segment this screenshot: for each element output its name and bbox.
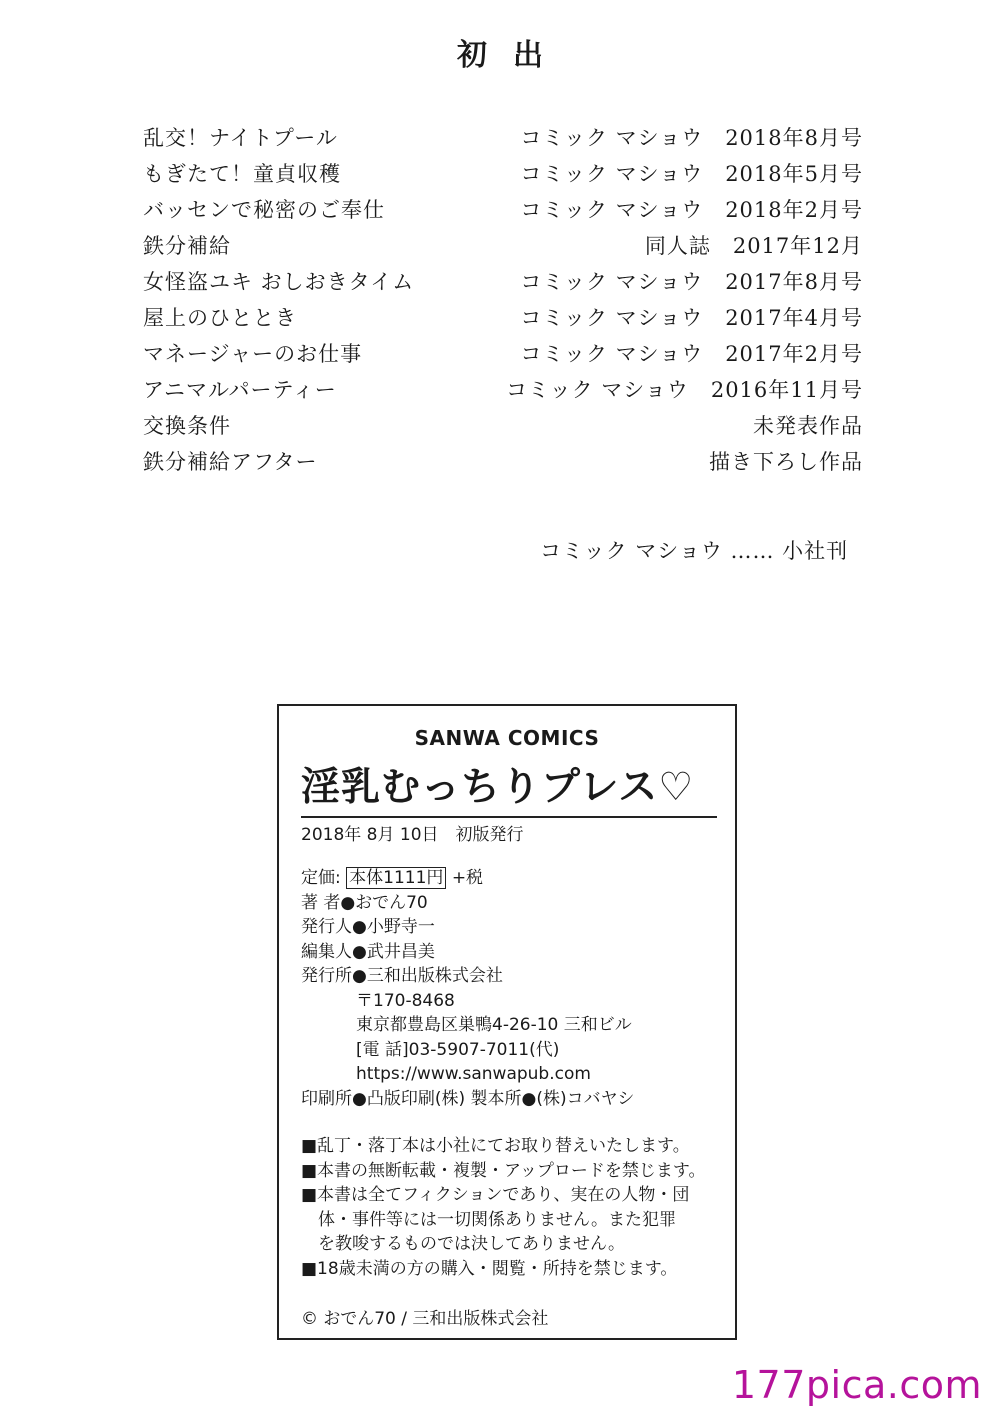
list-item — [143, 194, 863, 226]
publisher-line: 発行所●三和出版株式会社 — [301, 966, 503, 986]
author-line: 著 者●おでん70 — [301, 892, 428, 913]
list-item — [143, 410, 863, 442]
book-title: 淫乳むっちりプレス♡ — [301, 756, 717, 818]
printer-line: 印刷所●凸版印刷(株) 製本所●(株)コバヤシ — [301, 1088, 635, 1109]
work-title: アニマルパーティー — [143, 378, 337, 402]
address-line: 東京都豊島区巣鴨4-26-10 三和ビル — [356, 1015, 632, 1035]
notice-item: 体・事件等には一切関係ありません。また犯罪 — [301, 1209, 677, 1230]
work-source: コミック マショウ 2018年8月号 — [520, 126, 863, 150]
list-item — [143, 338, 863, 370]
work-source: コミック マショウ 2018年5月号 — [520, 162, 863, 186]
publication-date: 2018年 8月 10日 初版発行 — [301, 825, 524, 845]
colophon-box — [277, 704, 737, 1340]
work-title: バッセンで秘密のご奉仕 — [143, 198, 385, 222]
editor-line: 編集人●武井昌美 — [301, 941, 435, 962]
work-source: コミック マショウ 2017年4月号 — [520, 306, 863, 330]
work-title: 乱交！ナイトプール — [143, 126, 338, 150]
work-source: コミック マショウ 2018年2月号 — [520, 198, 863, 222]
work-source: 同人誌 2017年12月 — [644, 234, 863, 258]
phone-line: [電 話]03-5907-7011(代) — [356, 1039, 560, 1060]
list-item — [143, 266, 863, 298]
notice-item: ■本書の無断転載・複製・アップロードを禁じます。 — [301, 1160, 706, 1181]
work-source: コミック マショウ 2017年2月号 — [520, 342, 863, 366]
work-source: コミック マショウ 2017年8月号 — [520, 270, 863, 294]
list-item — [143, 374, 863, 406]
price-line — [301, 866, 634, 891]
price-label: 定価: — [301, 868, 341, 888]
list-item — [143, 446, 863, 478]
work-title: 鉄分補給 — [143, 234, 231, 258]
price-value: 本体1111円 — [346, 867, 446, 889]
colophon-details — [301, 866, 634, 1111]
price-suffix: +税 — [451, 868, 484, 888]
issuer-line: 発行人●小野寺一 — [301, 917, 435, 937]
notice-item: ■本書は全てフィクションであり、実在の人物・団 — [301, 1185, 690, 1205]
work-title: 鉄分補給アフター — [143, 450, 318, 474]
list-item — [143, 230, 863, 262]
site-watermark: 177pica.com — [731, 1363, 982, 1407]
postal-code: 〒170-8468 — [356, 990, 455, 1011]
notice-list — [301, 1134, 721, 1281]
page-title: 初出 — [457, 38, 569, 73]
series-label: SANWA COMICS — [414, 726, 600, 750]
work-title: 女怪盗ユキ おしおきタイム — [143, 270, 415, 294]
publisher-note: コミック マショウ …… 小社刊 — [540, 539, 849, 563]
work-source: コミック マショウ 2016年11月号 — [506, 378, 863, 402]
work-title: もぎたて！童貞収穫 — [143, 162, 341, 186]
work-title: 交換条件 — [143, 414, 231, 438]
list-item — [143, 122, 863, 154]
list-item — [143, 302, 863, 334]
notice-item: ■乱丁・落丁本は小社にてお取り替えいたします。 — [301, 1136, 690, 1156]
work-source: 未発表作品 — [753, 414, 863, 438]
copyright-line: © おでん70 / 三和出版株式会社 — [301, 1309, 549, 1329]
work-title: マネージャーのお仕事 — [143, 342, 363, 366]
work-title: 屋上のひととき — [143, 306, 297, 330]
work-source: 描き下ろし作品 — [709, 450, 863, 474]
list-item — [143, 158, 863, 190]
notice-item: を教唆するものでは決してありません。 — [301, 1234, 626, 1254]
notice-item: ■18歳未満の方の購入・閲覧・所持を禁じます。 — [301, 1258, 678, 1279]
website-url: https://www.sanwapub.com — [356, 1064, 591, 1084]
